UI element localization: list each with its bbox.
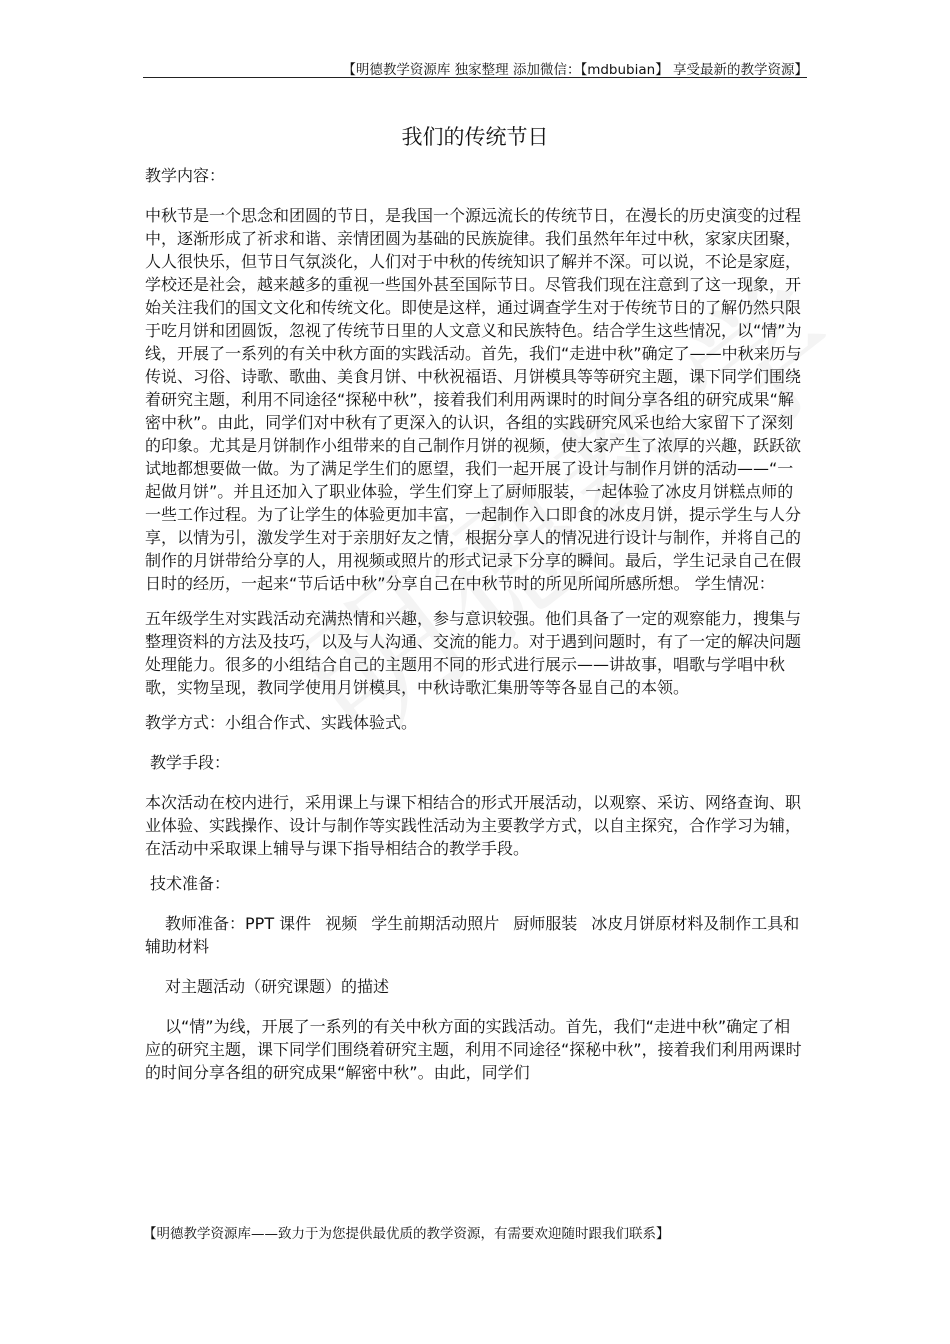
students-label: 学生情况： bbox=[694, 574, 775, 593]
content-body-text: 中秋节是一个思念和团圆的节日，是我国一个源远流长的传统节日，在漫长的历史演变的过程中，逐渐形成了祈求和谐、亲情团圆为基础的民族旋律。我们虽然年年过中秋，家家庆团聚，人人很快乐，但节日气氛淡化，人们对于中秋的传统知识了解并不深。可以说，不论是家庭，学校还是社会，越来越多的重视一些国外甚至国际节日。尽管我们现在注意到了这一现象，开始关注我们的国文文化和传统文化。即使是这样，通过调查学生对于传统节日的了解仍然只限于吃月饼和团圆饭，忽视了传统节日里的人文意义和民族特色。结合学生这些情况，以“情”为线，开展了一系列的有关中秋方面的实践活动。首先，我们“走进中秋”确定了——中秋来历与传说、习俗、诗歌、歌曲、美食月饼、中秋祝福语、月饼模具等等研究主题，课下同学们围绕着研究主题，利用不同途径“探秘中秋”，接着我们利用两课时的时间分享各组的研究成果“解密中秋”。由此，同学们对中秋有了更深入的认识，各组的实践研究风采也给大家留下了深刻的印象。尤其是月饼制作小组带来的自己制作月饼的视频，使大家产生了浓厚的兴趣，跃跃欲试地都想要做一做。为了满足学生们的愿望，我们一起开展了设计与制作月饼的活动——“一起做月饼”。并且还加入了职业体验，学生们穿上了厨师服装，一起体验了冰皮月饼糕点师的一些工作过程。为了让学生的体验更加丰富，一起制作入口即食的冰皮月饼，提示学生与人分享，以情为引，激发学生对于亲朋好友之情，根据分享人的情况进行设计与制作，并将自己的制作的月饼带给分享的人，用视频或照片的形式记录下分享的瞬间。最后，学生记录自己在假日时的经历，一起来“节后话中秋”分享自己在中秋节时的所见所闻所感所想。 bbox=[145, 206, 802, 593]
page-title: 我们的传统节日 bbox=[401, 125, 549, 149]
teacher-prep-label: 教师准备： bbox=[165, 914, 246, 933]
students-paragraph: 五年级学生对实践活动充满热情和兴趣，参与意识较强。他们具备了一定的观察能力，搜集与整理资料的方法及技巧，以及与人沟通、交流的能力。对于遇到问题时，有了一定的解决问题处理能力。很多的小组结合自己的主题用不同的形式进行展示——讲故事，唱歌与学唱中秋歌，实物呈现，教同学使用月饼模具，中秋诗歌汇集册等等各显自己的本领。 bbox=[145, 609, 802, 697]
content-paragraph bbox=[145, 204, 805, 595]
tech-label: 技术准备： bbox=[150, 874, 231, 893]
means-paragraph: 本次活动在校内进行，采用课上与课下相结合的形式开展活动，以观察、采访、网络查询、职业体验、实践操作、设计与制作等实践性活动为主要教学方式，以自主探究，合作学习为辅，在活动中采取课上辅导与课下指导相结合的教学手段。 bbox=[145, 793, 802, 858]
topic-paragraph: 以“情”为线，开展了一系列的有关中秋方面的实践活动。首先，我们“走进中秋”确定了相应的研究主题，课下同学们围绕着研究主题，利用不同途径“探秘中秋”，接着我们利用两课时的时间分享各组的研究成果“解密中秋”。由此，同学们 bbox=[145, 1017, 802, 1082]
prep-item: PPT 课件 bbox=[245, 914, 312, 933]
document-body bbox=[145, 164, 805, 1096]
header-divider bbox=[143, 77, 807, 78]
page-header: 【明德教学资源库 独家整理 添加微信：【mdbubian】 享受最新的教学资源】 bbox=[342, 62, 808, 78]
means-label: 教学手段： bbox=[150, 753, 231, 772]
content-label: 教学内容： bbox=[145, 166, 226, 185]
prep-item: 学生前期活动照片 bbox=[371, 914, 500, 933]
prep-item: 厨师服装 bbox=[513, 914, 578, 933]
method-line: 教学方式：小组合作式、实践体验式。 bbox=[145, 713, 418, 732]
page-footer: 【明德教学资源库——致力于为您提供最优质的教学资源，有需要欢迎随时跟我们联系】 bbox=[143, 1226, 670, 1242]
topic-label: 对主题活动（研究课题）的描述 bbox=[165, 977, 390, 996]
prep-item: 视频 bbox=[325, 914, 358, 933]
teacher-prep-line bbox=[145, 912, 805, 958]
prep-item: 冰皮月饼原材料及制作工具和辅助材料 bbox=[145, 914, 800, 956]
